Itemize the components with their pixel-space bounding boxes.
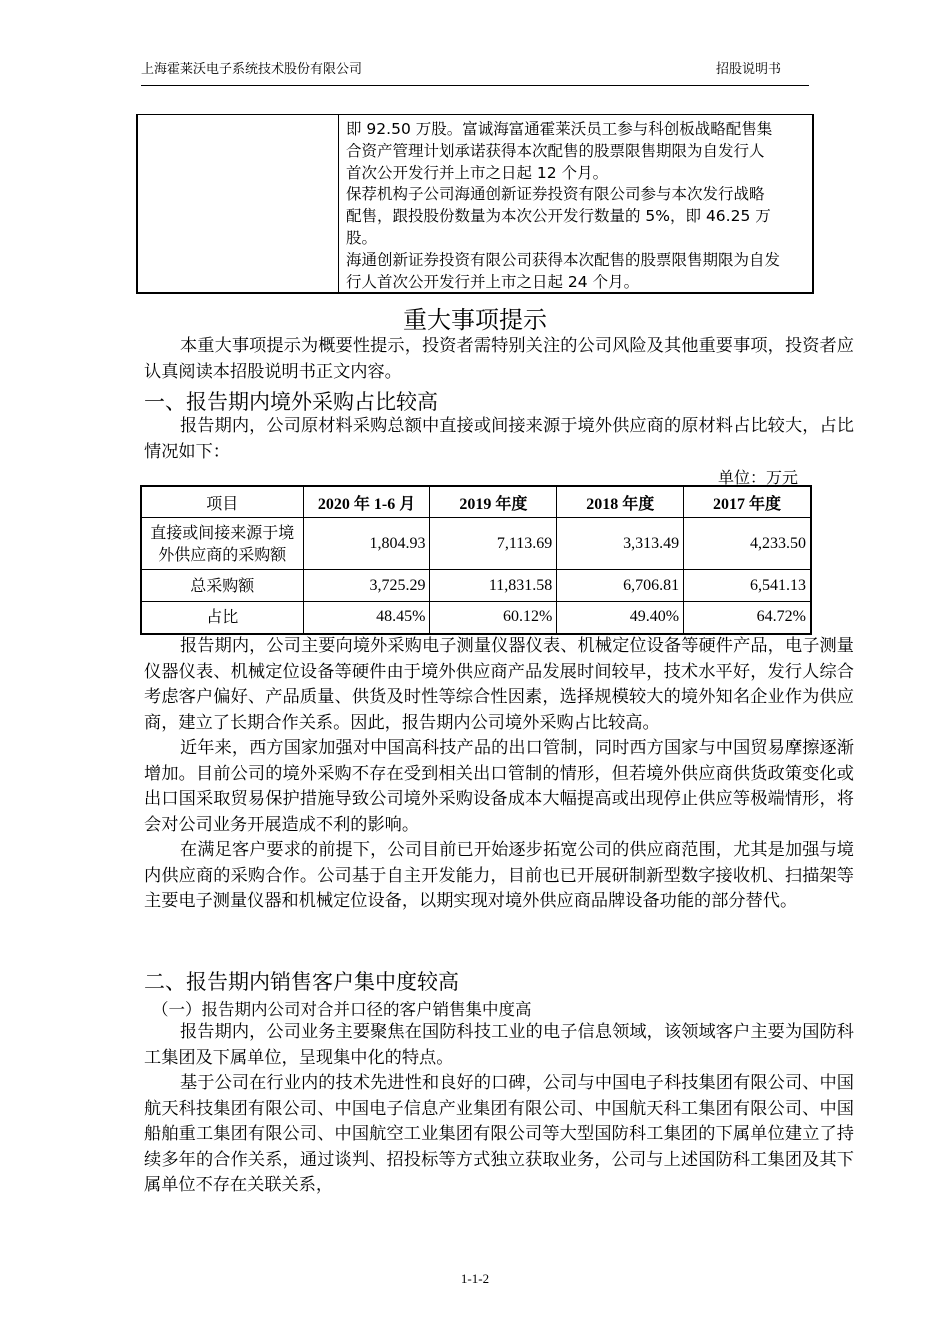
continuation-line: 合资产管理计划承诺获得本次配售的股票限售期限为自发行人 — [346, 141, 765, 160]
table-cell: 60.12% — [430, 602, 557, 634]
table-cell: 49.40% — [557, 602, 684, 634]
intro-paragraph — [144, 334, 854, 385]
table-header-cell: 2020 年 1-6 月 — [303, 486, 430, 518]
continuation-line: 股。 — [346, 228, 378, 247]
continuation-label-cell — [138, 115, 339, 292]
table-header-cell: 2019 年度 — [430, 486, 557, 518]
procurement-table — [140, 485, 812, 635]
section1-heading: 一、报告期内境外采购占比较高 — [144, 390, 438, 414]
intro-text: 本重大事项提示为概要性提示，投资者需特别关注的公司风险及其他重要事项，投资者应认真阅读本招股说明书正文内容。 — [144, 336, 854, 382]
table-cell: 48.45% — [303, 602, 430, 634]
table-cell: 11,831.58 — [430, 570, 557, 602]
table-header-cell: 项目 — [141, 486, 303, 518]
section1-p1 — [144, 414, 854, 465]
page-number: 1-1-2 — [460, 1271, 490, 1286]
continuation-line: 保荐机构子公司海通创新证券投资有限公司参与本次发行战略 — [346, 185, 765, 204]
continuation-line: 海通创新证券投资有限公司获得本次配售的股票限售期限为自发 — [346, 250, 781, 269]
section2-p1: 报告期内，公司业务主要聚焦在国防科技工业的电子信息领域，该领域客户主要为国防科工集团及下属单位，呈现集中化的特点。 — [144, 1022, 854, 1068]
table-header-cell: 2018 年度 — [557, 486, 684, 518]
header-company: 上海霍莱沃电子系统技术股份有限公司 — [141, 62, 363, 77]
table-header-cell: 2017 年度 — [684, 486, 811, 518]
continuation-line: 行人首次公开发行并上市之日起 24 个月。 — [346, 272, 640, 291]
table-row — [141, 518, 811, 570]
section2-heading: 二、报告期内销售客户集中度较高 — [144, 970, 459, 994]
table-cell: 64.72% — [684, 602, 811, 634]
table-row-label: 总采购额 — [141, 570, 303, 602]
table-cell: 4,233.50 — [684, 518, 811, 570]
section1-p4: 在满足客户要求的前提下，公司目前已开始逐步拓宽公司的供应商范围，尤其是加强与境内供应商的采购合作。公司基于自主开发能力，目前也已开展研制新型数字接收机、扫描架等主要电子测量仪器和机械定位设备，以期实现对境外供应商品牌设备功能的部分替代。 — [144, 840, 854, 911]
section1-body — [144, 634, 854, 915]
continuation-line: 即 92.50 万股。富诚海富通霍莱沃员工参与科创板战略配售集 — [346, 120, 773, 138]
continuation-table — [136, 114, 814, 294]
continuation-content-cell — [346, 119, 812, 293]
section1-p2: 报告期内，公司主要向境外采购电子测量仪器仪表、机械定位设备等硬件产品，电子测量仪器仪表、机械定位设备等硬件由于境外供应商产品发展时间较早，技术水平好，发行人综合考虑客户偏好、产品质量、供货及时性等综合性因素，选择规模较大的境外知名企业作为供应商，建立了长期合作关系。因此，报告期内公司境外采购占比较高。 — [144, 636, 854, 733]
unit-label: 单位：万元 — [718, 468, 799, 487]
table-header-row — [141, 486, 811, 518]
table-row-label: 直接或间接来源于境外供应商的采购额 — [141, 518, 303, 570]
table-row-label: 占比 — [141, 602, 303, 634]
table-row — [141, 570, 811, 602]
page-title: 重大事项提示 — [403, 306, 547, 334]
header-divider — [141, 85, 809, 86]
table-cell: 3,313.49 — [557, 518, 684, 570]
section2-body — [144, 1020, 854, 1199]
section2-subheading: （一）报告期内公司对合并口径的客户销售集中度高 — [152, 1000, 532, 1019]
table-cell: 1,804.93 — [303, 518, 430, 570]
continuation-line: 配售，跟投股份数量为本次公开发行数量的 5%，即 46.25 万 — [346, 207, 771, 226]
section1-p1-text: 报告期内，公司原材料采购总额中直接或间接来源于境外供应商的原材料占比较大，占比情况如下： — [144, 416, 854, 462]
table-cell: 6,541.13 — [684, 570, 811, 602]
continuation-line: 首次公开发行并上市之日起 12 个月。 — [346, 163, 609, 182]
table-cell: 6,706.81 — [557, 570, 684, 602]
table-cell: 7,113.69 — [430, 518, 557, 570]
section2-p2: 基于公司在行业内的技术先进性和良好的口碑，公司与中国电子科技集团有限公司、中国航天科技集团有限公司、中国电子信息产业集团有限公司、中国航天科工集团有限公司、中国船舶重工集团有限公司、中国航空工业集团有限公司等大型国防科工集团的下属单位建立了持续多年的合作关系，通过谈判、招投标等方式独立获取业务，公司与上述国防科工集团及其下属单位不存在关联关系， — [144, 1073, 854, 1195]
section1-p3: 近年来，西方国家加强对中国高科技产品的出口管制，同时西方国家与中国贸易摩擦逐渐增加。目前公司的境外采购不存在受到相关出口管制的情形，但若境外供应商供货政策变化或出口国采取贸易保护措施导致公司境外采购设备成本大幅提高或出现停止供应等极端情形，将会对公司业务开展造成不利的影响。 — [144, 738, 854, 835]
table-cell: 3,725.29 — [303, 570, 430, 602]
header-doc-type: 招股说明书 — [716, 62, 782, 77]
table-row — [141, 602, 811, 634]
